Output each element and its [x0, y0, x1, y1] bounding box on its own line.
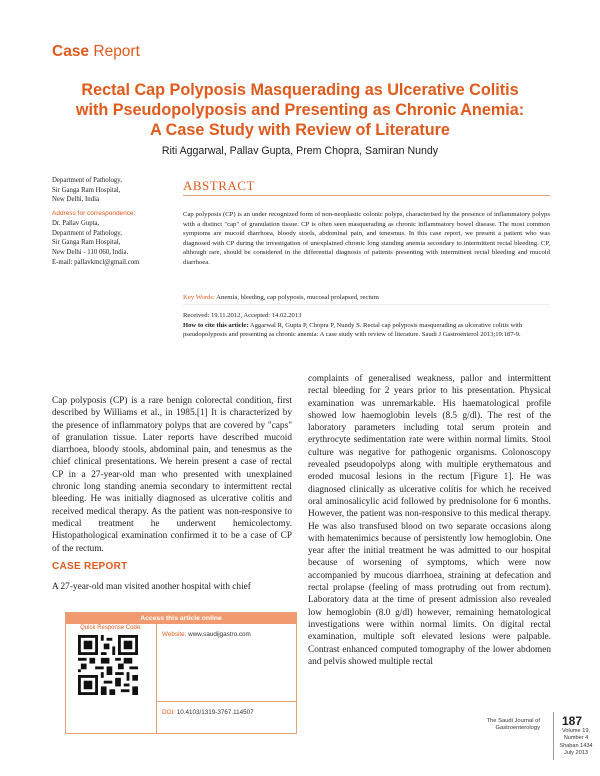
- cite-text: Aggarwal R, Gupta P, Chopra P, Nundy S. Rectal cap polyposis masquerading as ulcerative colitis with pseudopolyposis and presenting as chronic anemia: A case study with review of literature. Saudi J Gastroenterol 2013;19:187-9.: [183, 322, 523, 338]
- abstract-divider: [183, 195, 550, 196]
- abstract-text: Cap polyposis (CP) is an under recognized form of non-neoplastic colonic polyps, characterised by the presence of inflammatory polyps with a distinct "cap" of granulation tissue. CP is often seen masquerading as chronic inflammatory bowel disease. The most common symptoms are mucoid diarrhoea, bloody stools, abdominal pain, and tenesmus. In this case report, we present a patient who was diagnosed with CP during the investigation of unexplained chronic long standing anemia secondary to intermittent rectal bleeding. CP, although rare, should be considered in the differential diagnosis of patients presenting with intermittent rectal bleeding and mucoid diarrhoea.: [183, 211, 550, 266]
- access-box-divider: [156, 624, 157, 733]
- affiliation-line: New Delhi, India: [52, 196, 99, 204]
- access-box-title: Access this article online: [66, 613, 296, 624]
- case-report-heading: CASE REPORT: [52, 561, 128, 572]
- address-line: Dr. Pallav Gupta,: [52, 219, 100, 227]
- journal-name: [420, 718, 540, 732]
- affiliation-line: Sir Ganga Ram Hospital,: [52, 186, 121, 194]
- title-line-1: Rectal Cap Polyposis Masquerading as Ulcerative Colitis: [81, 81, 519, 99]
- citation: [183, 322, 550, 340]
- doi: [162, 709, 254, 716]
- article-type-light: Report: [93, 43, 140, 60]
- website: [162, 631, 251, 638]
- issue-date: July 2013: [564, 750, 588, 757]
- email-link[interactable]: E-mail: pallavkmcl@gmail.com: [52, 258, 140, 266]
- keywords-value: Anemia, bleeding, cap polyposis, mucosal prolapsed, rectum: [216, 294, 379, 301]
- website-label: Website:: [162, 631, 187, 638]
- right-column-text: complaints of generalised weakness, pallor and intermittent rectal bleeding for 2 years prior to his presentation. Physical examination was unremarkable. His haematological profile showed low haemoglobin levels (8.5 g/dl). The rest of the laboratory parameters including total serum protein and erythrocyte sedimentation rate were within normal limits. Stool culture was negative for pathogenic organisms. Colonoscopy revealed pseudopolyps along with multiple erythematous and eroded mucosal lesions in the rectum [Figure 1]. He was diagnosed clinically as ulcerative colitis for which he received oral aminosalicylic acid followed by prednisolone for 6 months. However, the patient was non-responsive to this medical therapy. He was also transfused blood on two separate occasions along with hematenimics because of persistently low hemoglobin. One year after the initial treatment he was admitted to our hospital because of worsening of symptoms, which were now accompanied by mucous diarrhoea, straining at defecation and rectal prolapse (feeling of mass protruding out from rectum). Laboratory data at the time of present admission also revealed low hemoglobin (8.0 g/dl) however, remaining hematological investigations were within normal limits. On digital rectal examination, multiple soft elevated lesions were palpable. Contrast enhanced computed tomography of the lower abdomen and pelvis showed multiple rectal: [308, 374, 551, 667]
- received-accepted-dates: Received: 19.11.2012, Accepted: 14.02.2013: [183, 312, 302, 319]
- authors: Riti Aggarwal, Pallav Gupta, Prem Chopra, Samiran Nundy: [161, 145, 439, 157]
- access-box-rule: [156, 701, 296, 702]
- volume-info: [552, 728, 600, 758]
- affiliation-line: Department of Pathology,: [52, 177, 122, 184]
- website-link[interactable]: www.saudijgastro.com: [188, 631, 251, 638]
- affiliation: [52, 176, 172, 267]
- title-line-2: with Pseudopolyposis and Presenting as Chronic Anemia:: [75, 101, 525, 119]
- keywords: [183, 293, 550, 302]
- doi-label: DOI:: [162, 709, 175, 716]
- page-number: 187: [562, 714, 583, 728]
- address-label: Address for correspondence:: [52, 210, 136, 218]
- title-line-3: A Case Study with Review of Literature: [150, 121, 450, 139]
- article-type-bold: Case: [52, 43, 90, 60]
- qr-label: Quick Response Code:: [80, 625, 142, 631]
- article-title: [40, 80, 560, 140]
- intro-paragraph: Cap polyposis (CP) is a rare benign colorectal condition, first described by Williams et al., in 1985.[1] It is characterized by the presence of inflammatory polyps that are covered by "caps" of granulation tissue. Later reports have described mucoid diarrhoea, bloody stools, abdominal pain, and tenesmus as the chief clinical presentations. We herein present a case of rectal CP in a 27-year-old man who presented with unexplained chronic long standing anemia secondary to intermittent rectal bleeding. He was initially diagnosed as ulcerative colitis and received medical therapy. As the patient was non-responsive to medical treatment he underwent hemicolectomy. Histopathological examination confirmed it to be a case of CP of the rectum.: [52, 396, 292, 554]
- address-line: Sir Ganga Ram Hospital,: [52, 239, 121, 247]
- address-line: Department of Pathology,: [52, 229, 122, 237]
- access-article-box: [65, 612, 297, 734]
- journal-line-2: Gastroenterology: [495, 725, 540, 731]
- journal-line-1: The Saudi Journal of: [486, 718, 540, 724]
- hijri-date: Shaban 1434: [559, 742, 593, 749]
- qr-code-icon[interactable]: [78, 635, 138, 695]
- abstract-heading: ABSTRACT: [183, 178, 255, 193]
- article-type: [52, 43, 140, 61]
- doi-link[interactable]: 10.4103/1319-3767.114507: [176, 709, 254, 716]
- cite-label: How to cite this article:: [183, 322, 249, 329]
- keywords-label: Key Words:: [183, 294, 215, 301]
- keywords-divider: [183, 304, 550, 305]
- case-report-start: A 27-year-old man visited another hospital with chief: [52, 582, 251, 592]
- address-line: New Delhi - 110 060, India.: [52, 248, 129, 256]
- volume: Volume 19, Number 4: [562, 728, 590, 742]
